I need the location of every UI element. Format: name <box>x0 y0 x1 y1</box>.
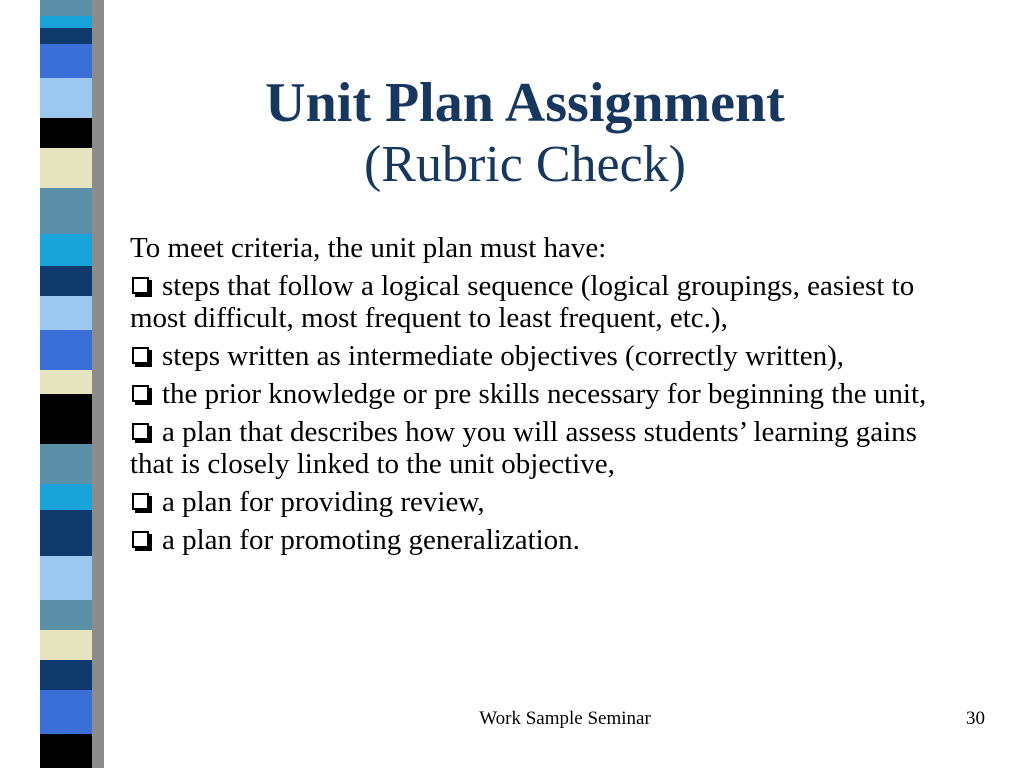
bullet-text: a plan for providing review, <box>162 486 485 518</box>
page-number: 30 <box>966 708 985 729</box>
bullet-text: a plan for promoting generalization. <box>162 524 580 556</box>
stripe-band <box>40 148 92 188</box>
stripe-band <box>40 330 92 370</box>
bullet-text: steps that follow a logical sequence (logical groupings, easiest to most difficult, most frequent to least frequent, etc.), <box>130 270 915 334</box>
bullet-item <box>130 416 950 480</box>
stripe-band <box>40 0 92 16</box>
checkbox-square-icon <box>132 423 149 440</box>
stripe-band <box>40 266 92 296</box>
slide-body <box>130 232 950 562</box>
footer-title: Work Sample Seminar <box>479 708 651 729</box>
bullet-text: steps written as intermediate objectives (correctly written), <box>162 340 845 372</box>
stripe-band <box>40 484 92 510</box>
stripe-band <box>40 188 92 234</box>
bullet-text: a plan that describes how you will assess students’ learning gains that is closely linked to the unit objective, <box>130 416 917 480</box>
bullet-text: the prior knowledge or pre skills necessary for beginning the unit, <box>162 378 927 410</box>
checkbox-square-icon <box>132 385 149 402</box>
stripe-band <box>40 118 92 148</box>
checkbox-square-icon <box>132 347 149 364</box>
stripe-band <box>40 16 92 28</box>
checkbox-square-icon <box>132 493 149 510</box>
stripe-shadow <box>92 0 104 768</box>
stripe-band <box>40 394 92 444</box>
stripe-band <box>40 234 92 266</box>
bullet-item <box>130 270 950 334</box>
stripe-band <box>40 296 92 330</box>
title-block <box>120 72 930 196</box>
stripe-band <box>40 660 92 690</box>
stripe-band <box>40 78 92 118</box>
slide-title: Unit Plan Assignment <box>265 72 785 134</box>
bullet-item <box>130 340 950 372</box>
stripe-band <box>40 28 92 44</box>
stripe-band <box>40 44 92 78</box>
bullet-item <box>130 486 950 518</box>
slide-subtitle: (Rubric Check) <box>363 136 686 193</box>
bullet-item <box>130 378 950 410</box>
stripe-band <box>40 444 92 484</box>
stripe-band <box>40 600 92 630</box>
stripe-band <box>40 370 92 394</box>
stripe-band <box>40 734 92 768</box>
bullet-item <box>130 524 950 556</box>
stripe-band <box>40 556 92 600</box>
checkbox-square-icon <box>132 531 149 548</box>
intro-text: To meet criteria, the unit plan must have: <box>130 232 607 264</box>
decorative-stripe <box>40 0 92 768</box>
stripe-band <box>40 630 92 660</box>
stripe-band <box>40 510 92 556</box>
checkbox-square-icon <box>132 277 149 294</box>
